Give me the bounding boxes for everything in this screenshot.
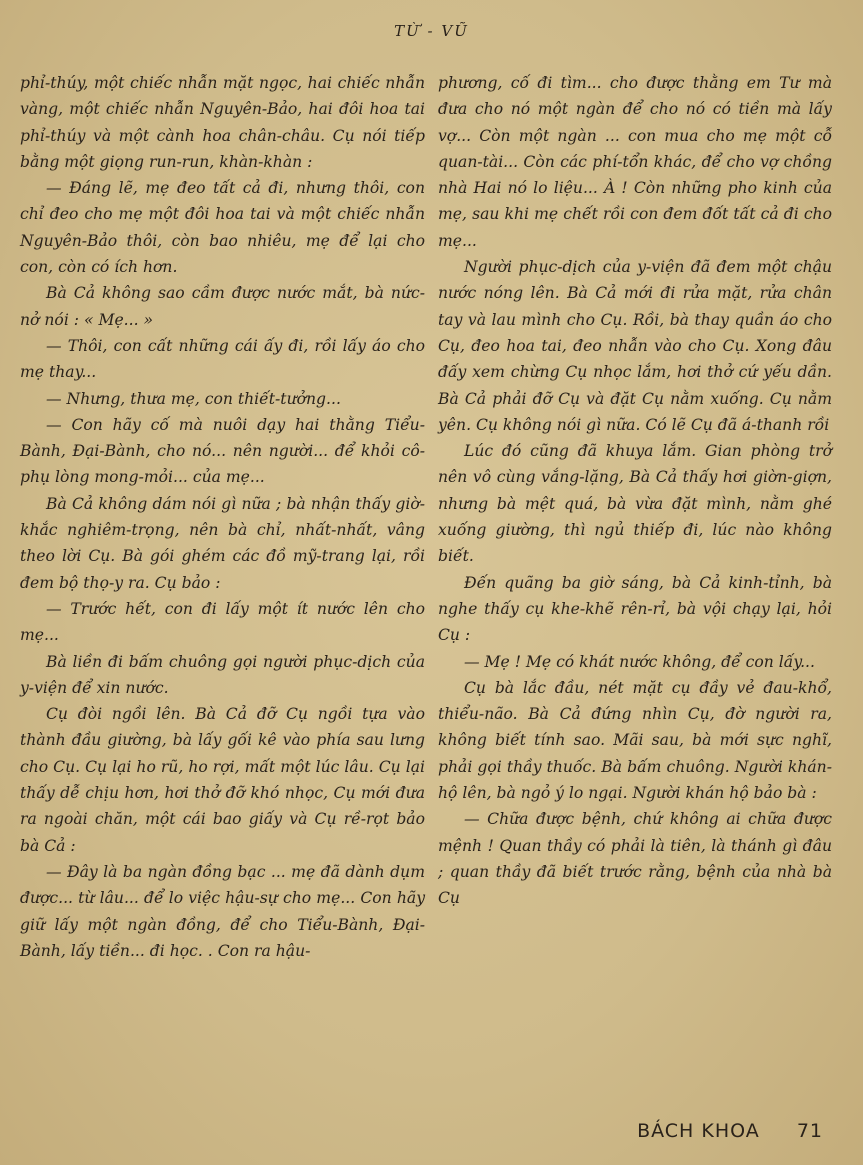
paragraph: — Mẹ ! Mẹ có khát nước không, để con lấy... [464, 652, 815, 671]
paragraph: Bà Cả không sao cầm được nước mắt, bà nức-nở nói : « Mẹ... » [20, 284, 425, 329]
paragraph: — Chữa được bệnh, chứ không ai chữa được mệnh ! Quan thầy có phải là tiên, là thánh gì đâu ; quan thầy đã biết trước rằng, bệnh của nhà bà Cụ [438, 810, 832, 908]
paragraph: — Trước hết, con đi lấy một ít nước lên cho mẹ... [20, 599, 425, 645]
paragraph: Bà liền đi bấm chuông gọi người phục-dịch của y-viện để xin nước. [20, 652, 425, 697]
paragraph: — Đáng lẽ, mẹ đeo tất cả đi, nhưng thôi, con chỉ đeo cho mẹ một đôi hoa tai và một chiếc nhẫn Nguyên-Bảo thôi, còn bao nhiêu, mẹ để lại cho con, còn có ích hơn. [20, 179, 425, 277]
paragraph: — Con hãy cố mà nuôi dạy hai thằng Tiểu-Bành, Đại-Bành, cho nó... nên người... để khỏi cô-phụ lòng mong-mỏi... của mẹ... [20, 415, 425, 487]
paragraph: Cụ bà lắc đầu, nét mặt cụ đầy vẻ đau-khổ, thiểu-não. Bà Cả đứng nhìn Cụ, đờ người ra, không biết tính sao. Mãi sau, bà mới sực nghĩ, phải gọi thầy thuốc. Bà bấm chuông. Người khán-hộ lên, bà ngỏ ý lo ngại. Người khán hộ bảo bà : [438, 678, 832, 803]
page-number: 71 [796, 1120, 823, 1142]
paragraph: — Thôi, con cất những cái ấy đi, rồi lấy áo cho mẹ thay... [20, 336, 425, 382]
paragraph: phương, cố đi tìm... cho được thằng em Tư mà đưa cho nó một ngàn để cho nó có tiền mà lấy vợ... Còn một ngàn ... con mua cho mẹ một cỗ quan-tài... Còn các phí-tổn khác, để cho vợ chồng nhà Hai nó lo liệu... À ! Còn những pho kinh của mẹ, sau khi mẹ chết rồi con đem đốt tất cả đi cho mẹ... [438, 74, 832, 250]
paragraph: — Nhưng, thưa mẹ, con thiết-tưởng... [46, 389, 341, 408]
right-column [438, 70, 832, 912]
running-header: TỪ - VŨ [394, 22, 469, 40]
paragraph: — Đây là ba ngàn đồng bạc ... mẹ đã dành dụm được... từ lâu... để lo việc hậu-sự cho mẹ... Con hãy giữ lấy một ngàn đồng, để cho Tiểu-Bành, Đại-Bành, lấy tiền... đi học. . Con ra hậu- [20, 862, 425, 960]
paragraph: Đến quãng ba giờ sáng, bà Cả kinh-tỉnh, bà nghe thấy cụ khe-khẽ rên-rỉ, bà vội chạy lại, hỏi Cụ : [438, 573, 832, 645]
paragraph: phỉ-thúy, một chiếc nhẫn mặt ngọc, hai chiếc nhẫn vàng, một chiếc nhẫn Nguyên-Bảo, hai đôi hoa tai phỉ-thúy và một cành hoa chân-châu. Cụ nói tiếp bằng một giọng run-run, khàn-khàn : [20, 74, 425, 171]
page-footer [637, 1120, 823, 1142]
paragraph: Bà Cả không dám nói gì nữa ; bà nhận thấy giờ-khắc nghiêm-trọng, nên bà chỉ, nhất-nhất, vâng theo lời Cụ. Bà gói ghém các đồ mỹ-trang lại, rồi đem bộ thọ-y ra. Cụ bảo : [20, 494, 425, 592]
paragraph: Lúc đó cũng đã khuya lắm. Gian phòng trở nên vô cùng vắng-lặng, Bà Cả thấy hơi giờn-giợn, nhưng bà mệt quá, bà vừa đặt mình, nằm ghé xuống giường, thì ngủ thiếp đi, lúc nào không biết. [438, 442, 832, 566]
magazine-name: BÁCH KHOA [637, 1120, 760, 1142]
paragraph: Cụ đòi ngồi lên. Bà Cả đỡ Cụ ngồi tựa vào thành đầu giường, bà lấy gối kê vào phía sau lưng cho Cụ. Cụ lại ho rũ, ho rợi, mất một lúc lâu. Cụ lại thấy dễ chịu hơn, hơi thở đỡ khó nhọc, Cụ mới đưa ra ngoài chăn, một cái bao giấy và Cụ rề-rọt bảo bà Cả : [20, 705, 425, 855]
paragraph: Người phục-dịch của y-viện đã đem một chậu nước nóng lên. Bà Cả mới đi rửa mặt, rửa chân tay và lau mình cho Cụ. Rồi, bà thay quần áo cho Cụ, đeo hoa tai, đeo nhẫn vào cho Cụ. Xong đâu đấy xem chừng Cụ nhọc lắm, hơi thở cứ yếu dần. Bà Cả phải đỡ Cụ và đặt Cụ nằm xuống. Cụ nằm yên. Cụ không nói gì nữa. Có lẽ Cụ đã á-thanh rồi [438, 258, 832, 434]
left-column [20, 70, 425, 964]
